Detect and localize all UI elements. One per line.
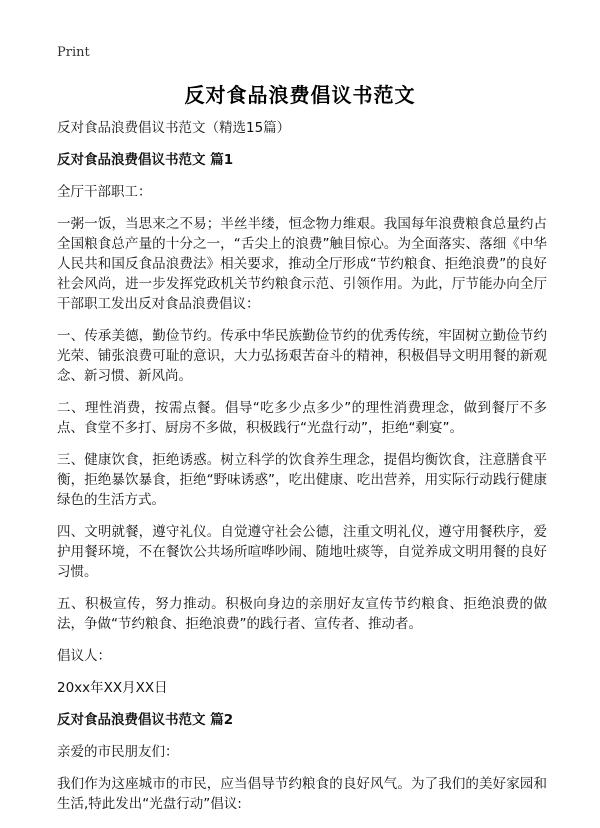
print-label: Print [57, 45, 90, 60]
point-4-paragraph: 四、文明就餐，遵守礼仪。自觉遵守社会公德，注重文明礼仪，遵守用餐秩序，爱护用餐环境，不在餐饮公共场所喧哗吵闹、随地吐痰等，自觉养成文明用餐的良好习惯。 [57, 524, 547, 580]
salutation-2: 亲爱的市民朋友们： [57, 744, 179, 760]
section-heading-2: 反对食品浪费倡议书范文 篇2 [57, 712, 234, 728]
point-2-paragraph: 二、理性消费，按需点餐。倡导“吃多少点多少”的理性消费理念，做到餐厅不多点、食堂不多打、厨房不多做，积极践行“光盘行动”，拒绝“剩宴”。 [57, 400, 547, 436]
document-subtitle: 反对食品浪费倡议书范文（精选15篇） [57, 120, 291, 136]
section-heading-1: 反对食品浪费倡议书范文 篇1 [57, 152, 234, 168]
intro-paragraph-2: 我们作为这座城市的市民，应当倡导节约粮食的良好风气。为了我们的美好家园和生活,特此发出“光盘行动”倡议: [57, 776, 547, 812]
signatory-label: 倡议人： [57, 648, 111, 664]
document-title: 反对食品浪费倡议书范文 [184, 83, 416, 107]
date-line: 20xx年XX月XX日 [57, 680, 168, 696]
document-body [57, 118, 547, 826]
intro-paragraph: 一粥一饭，当思来之不易；半丝半缕，恒念物力维艰。我国每年浪费粮食总量约占全国粮食总产量的十分之一，“舌尖上的浪费”触目惊心。为全面落实、落细《中华人民共和国反食品浪费法》相关要求，推动全厅形成“节约粮食、拒绝浪费”的良好社会风尚，进一步发挥党政机关节约粮食示范、引领作用。为此，厅节能办向全厅干部职工发出反对食品浪费倡议： [57, 216, 547, 312]
point-1-paragraph: 一、传承美德，勤俭节约。传承中华民族勤俭节约的优秀传统，牢固树立勤俭节约光荣、铺张浪费可耻的意识，大力弘扬艰苦奋斗的精神，积极倡导文明用餐的新观念、新习惯、新风尚。 [57, 328, 547, 384]
point-3-paragraph: 三、健康饮食，拒绝诱惑。树立科学的饮食养生理念，提倡均衡饮食，注意膳食平衡，拒绝暴饮暴食，拒绝“野味诱惑”，吃出健康、吃出营养，用实际行动践行健康绿色的生活方式。 [57, 452, 547, 508]
point-5-paragraph: 五、积极宣传，努力推动。积极向身边的亲朋好友宣传节约粮食、拒绝浪费的做法，争做“节约粮食、拒绝浪费”的践行者、宣传者、推动者。 [57, 596, 547, 632]
salutation: 全厅干部职工： [57, 184, 152, 200]
